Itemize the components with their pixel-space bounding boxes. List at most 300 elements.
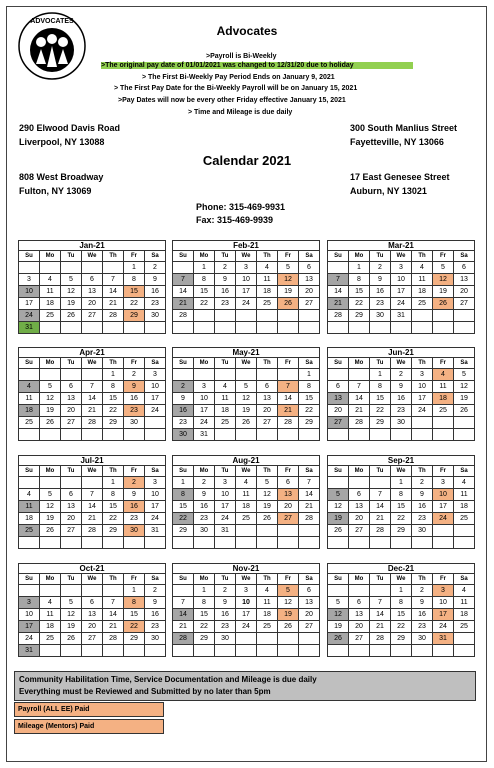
empty-day: [412, 429, 433, 441]
empty-day: [40, 537, 61, 549]
empty-day: [454, 310, 475, 322]
empty-day: [82, 429, 103, 441]
address-liverpool-street: 290 Elwood Davis Road: [19, 123, 121, 133]
weekday-label: Tu: [215, 358, 236, 369]
calendar-day: 8: [124, 274, 145, 286]
calendar-day: 6: [61, 381, 82, 393]
calendar-day: 8: [103, 381, 124, 393]
calendar-day: 1: [124, 585, 145, 597]
legend-payroll: Payroll (ALL EE) Paid: [14, 702, 164, 717]
empty-day: [328, 429, 349, 441]
calendar-day: 21: [82, 513, 103, 525]
weekday-label: We: [82, 251, 103, 262]
calendar-day: 29: [124, 310, 145, 322]
calendar-day: 10: [19, 609, 40, 621]
weekday-label: Mo: [349, 358, 370, 369]
weekday-label: Tu: [61, 251, 82, 262]
weekday-label: Th: [103, 574, 124, 585]
empty-day: [82, 369, 103, 381]
month-apr-21: [18, 347, 166, 441]
advocates-logo: [18, 12, 86, 80]
empty-day: [454, 525, 475, 537]
calendar-day: 4: [433, 369, 454, 381]
calendar-day: 30: [173, 429, 194, 441]
weekday-label: Fr: [124, 251, 145, 262]
calendar-day: 3: [236, 262, 257, 274]
calendar-day: 11: [433, 381, 454, 393]
weekday-label: Sa: [454, 251, 475, 262]
calendar-day: 29: [103, 417, 124, 429]
empty-day: [257, 429, 278, 441]
calendar-day: 25: [257, 298, 278, 310]
calendar-day: 14: [370, 609, 391, 621]
calendar-day: 20: [61, 405, 82, 417]
calendar-day: 26: [278, 298, 299, 310]
calendar-day: 4: [412, 262, 433, 274]
empty-day: [257, 537, 278, 549]
calendar-day: 17: [433, 609, 454, 621]
empty-day: [145, 645, 166, 657]
calendar-day: 6: [278, 477, 299, 489]
address-fulton-city: Fulton, NY 13069: [19, 186, 92, 196]
calendar-day: 13: [328, 393, 349, 405]
calendar-day: 29: [349, 310, 370, 322]
weekday-label: Sa: [299, 358, 320, 369]
calendar-day: 28: [103, 633, 124, 645]
month-may-21: [172, 347, 320, 441]
calendar-day: 23: [124, 405, 145, 417]
calendar-day: 28: [370, 633, 391, 645]
weekday-label: Sa: [145, 358, 166, 369]
calendar-day: 8: [103, 489, 124, 501]
calendar-day: 4: [215, 381, 236, 393]
calendar-day: 26: [328, 633, 349, 645]
calendar-day: 14: [299, 489, 320, 501]
calendar-day: 29: [370, 417, 391, 429]
month-name: Apr-21: [18, 347, 166, 357]
calendar-day: 28: [370, 525, 391, 537]
calendar-day: 9: [194, 489, 215, 501]
calendar-day: 12: [278, 597, 299, 609]
month-name: Mar-21: [327, 240, 475, 250]
empty-day: [391, 645, 412, 657]
empty-day: [82, 477, 103, 489]
calendar-day: 21: [370, 513, 391, 525]
calendar-day: 19: [454, 393, 475, 405]
calendar-day: 25: [454, 621, 475, 633]
empty-day: [19, 585, 40, 597]
calendar-day: 10: [145, 381, 166, 393]
weekday-label: Mo: [194, 358, 215, 369]
calendar-day: 29: [299, 417, 320, 429]
empty-day: [328, 645, 349, 657]
calendar-day: 31: [391, 310, 412, 322]
empty-day: [349, 322, 370, 334]
calendar-day: 16: [145, 609, 166, 621]
calendar-day: 3: [19, 597, 40, 609]
calendar-day: 15: [124, 286, 145, 298]
empty-day: [257, 525, 278, 537]
calendar-day: 6: [299, 262, 320, 274]
weekday-label: Th: [412, 358, 433, 369]
calendar-day: 15: [391, 609, 412, 621]
calendar-day: 28: [328, 310, 349, 322]
empty-day: [40, 645, 61, 657]
calendar-day: 14: [328, 286, 349, 298]
calendar-day: 10: [236, 597, 257, 609]
calendar-day: 2: [391, 369, 412, 381]
empty-day: [278, 645, 299, 657]
empty-day: [40, 262, 61, 274]
calendar-day: 23: [391, 405, 412, 417]
weekday-label: Su: [19, 251, 40, 262]
calendar-day: 19: [257, 501, 278, 513]
calendar-day: 12: [328, 609, 349, 621]
calendar-day: 2: [173, 381, 194, 393]
calendar-day: 17: [145, 393, 166, 405]
empty-day: [145, 322, 166, 334]
calendar-day: 15: [370, 393, 391, 405]
calendar-day: 10: [215, 489, 236, 501]
empty-day: [328, 585, 349, 597]
month-name: Nov-21: [172, 563, 320, 573]
calendar-day: 29: [124, 633, 145, 645]
calendar-day: 31: [215, 525, 236, 537]
calendar-day: 16: [215, 609, 236, 621]
address-auburn-street: 17 East Genesee Street: [350, 172, 450, 182]
calendar-day: 28: [299, 513, 320, 525]
calendar-day: 30: [145, 310, 166, 322]
calendar-day: 20: [454, 286, 475, 298]
calendar-day: 19: [278, 609, 299, 621]
calendar-day: 9: [412, 597, 433, 609]
weekday-label: Mo: [194, 251, 215, 262]
calendar-day: 24: [19, 633, 40, 645]
month-table: [18, 357, 166, 441]
empty-day: [257, 322, 278, 334]
footer-line-1: Community Habilitation Time, Service Documentation and Mileage is due daily: [19, 675, 317, 684]
calendar-day: 30: [412, 633, 433, 645]
weekday-label: Fr: [278, 251, 299, 262]
calendar-day: 9: [173, 393, 194, 405]
calendar-day: 11: [257, 274, 278, 286]
empty-day: [391, 537, 412, 549]
empty-day: [40, 322, 61, 334]
empty-day: [349, 585, 370, 597]
calendar-day: 10: [145, 489, 166, 501]
calendar-day: 16: [173, 405, 194, 417]
weekday-label: Mo: [349, 466, 370, 477]
weekday-label: Su: [19, 574, 40, 585]
calendar-day: 11: [215, 393, 236, 405]
calendar-day: 26: [61, 633, 82, 645]
calendar-day: 1: [194, 585, 215, 597]
empty-day: [173, 322, 194, 334]
calendar-day: 4: [40, 597, 61, 609]
calendar-day: 17: [236, 609, 257, 621]
empty-day: [61, 429, 82, 441]
month-mar-21: [327, 240, 475, 334]
calendar-day: 13: [299, 274, 320, 286]
empty-day: [215, 645, 236, 657]
calendar-day: 12: [40, 393, 61, 405]
calendar-day: 15: [124, 609, 145, 621]
empty-day: [82, 262, 103, 274]
calendar-day: 11: [257, 597, 278, 609]
calendar-day: 21: [278, 405, 299, 417]
calendar-day: 17: [19, 298, 40, 310]
calendar-day: 26: [40, 525, 61, 537]
calendar-day: 15: [299, 393, 320, 405]
empty-day: [370, 477, 391, 489]
calendar-day: 6: [349, 597, 370, 609]
empty-day: [299, 537, 320, 549]
weekday-label: Fr: [433, 358, 454, 369]
month-name: May-21: [172, 347, 320, 357]
month-name: Feb-21: [172, 240, 320, 250]
empty-day: [236, 429, 257, 441]
month-table: [327, 357, 475, 441]
empty-day: [454, 429, 475, 441]
weekday-label: Mo: [349, 574, 370, 585]
calendar-day: 17: [215, 501, 236, 513]
empty-day: [124, 429, 145, 441]
calendar-day: 7: [370, 597, 391, 609]
calendar-day: 23: [215, 621, 236, 633]
calendar-day: 11: [19, 501, 40, 513]
empty-day: [215, 537, 236, 549]
calendar-day: 4: [236, 477, 257, 489]
empty-day: [194, 322, 215, 334]
calendar-day: 11: [454, 597, 475, 609]
note-time-mileage: > Time and Mileage is due daily: [188, 109, 293, 116]
calendar-day: 22: [299, 405, 320, 417]
calendar-day: 11: [19, 393, 40, 405]
month-table: [172, 250, 320, 334]
calendar-day: 26: [40, 417, 61, 429]
weekday-label: We: [391, 466, 412, 477]
legend-mileage: Mileage (Mentors) Paid: [14, 719, 164, 734]
address-fayetteville-street: 300 South Manlius Street: [350, 123, 458, 133]
empty-day: [454, 633, 475, 645]
empty-day: [173, 537, 194, 549]
empty-day: [124, 537, 145, 549]
weekday-label: Su: [173, 574, 194, 585]
calendar-day: 25: [236, 513, 257, 525]
calendar-day: 1: [124, 262, 145, 274]
address-auburn-city: Auburn, NY 13021: [350, 186, 427, 196]
calendar-day: 25: [454, 513, 475, 525]
address-liverpool-city: Liverpool, NY 13088: [19, 137, 105, 147]
empty-day: [278, 633, 299, 645]
weekday-label: Su: [173, 466, 194, 477]
empty-day: [61, 645, 82, 657]
calendar-day: 10: [391, 274, 412, 286]
calendar-day: 4: [454, 477, 475, 489]
weekday-label: Sa: [454, 358, 475, 369]
empty-day: [257, 310, 278, 322]
calendar-day: 24: [433, 513, 454, 525]
empty-day: [61, 585, 82, 597]
weekday-label: Mo: [194, 574, 215, 585]
calendar-day: 31: [19, 322, 40, 334]
empty-day: [412, 310, 433, 322]
calendar-day: 14: [349, 393, 370, 405]
calendar-day: 21: [370, 621, 391, 633]
weekday-label: Th: [412, 251, 433, 262]
calendar-day: 12: [257, 489, 278, 501]
weekday-label: We: [82, 358, 103, 369]
empty-day: [194, 369, 215, 381]
empty-day: [433, 645, 454, 657]
weekday-label: Sa: [145, 251, 166, 262]
calendar-day: 28: [349, 417, 370, 429]
calendar-day: 31: [145, 525, 166, 537]
calendar-day: 20: [299, 286, 320, 298]
weekday-label: Sa: [454, 466, 475, 477]
calendar-day: 3: [433, 585, 454, 597]
weekday-label: We: [391, 358, 412, 369]
calendar-day: 9: [145, 597, 166, 609]
calendar-day: 5: [61, 274, 82, 286]
weekday-label: Th: [257, 251, 278, 262]
weekday-label: We: [236, 574, 257, 585]
weekday-label: Fr: [278, 358, 299, 369]
month-nov-21: [172, 563, 320, 657]
calendar-day: 12: [433, 274, 454, 286]
calendar-day: 12: [61, 286, 82, 298]
calendar-day: 9: [215, 597, 236, 609]
empty-day: [40, 477, 61, 489]
empty-day: [454, 417, 475, 429]
month-name: Dec-21: [327, 563, 475, 573]
calendar-day: 9: [124, 489, 145, 501]
calendar-day: 20: [82, 298, 103, 310]
footer-line-2: Everything must be Reviewed and Submitted by no later than 5pm: [19, 687, 271, 696]
month-sep-21: [327, 455, 475, 549]
calendar-day: 12: [328, 501, 349, 513]
empty-day: [194, 537, 215, 549]
empty-day: [349, 537, 370, 549]
empty-day: [236, 645, 257, 657]
weekday-label: Sa: [145, 466, 166, 477]
calendar-day: 16: [412, 609, 433, 621]
calendar-day: 27: [82, 633, 103, 645]
empty-day: [349, 369, 370, 381]
calendar-day: 19: [328, 621, 349, 633]
month-table: [18, 250, 166, 334]
month-name: Jun-21: [327, 347, 475, 357]
empty-day: [19, 369, 40, 381]
calendar-day: 25: [40, 633, 61, 645]
empty-day: [454, 645, 475, 657]
calendar-day: 12: [40, 501, 61, 513]
calendar-day: 26: [257, 513, 278, 525]
empty-day: [173, 369, 194, 381]
calendar-day: 15: [391, 501, 412, 513]
calendar-day: 27: [61, 525, 82, 537]
empty-day: [391, 322, 412, 334]
weekday-label: Fr: [124, 466, 145, 477]
empty-day: [61, 322, 82, 334]
calendar-day: 3: [145, 369, 166, 381]
calendar-day: 16: [194, 501, 215, 513]
weekday-label: Fr: [278, 574, 299, 585]
empty-day: [349, 645, 370, 657]
calendar-day: 20: [299, 609, 320, 621]
calendar-day: 15: [103, 501, 124, 513]
empty-day: [328, 477, 349, 489]
empty-day: [257, 633, 278, 645]
calendar-day: 29: [103, 525, 124, 537]
calendar-day: 4: [19, 489, 40, 501]
weekday-label: Fr: [124, 358, 145, 369]
calendar-day: 20: [349, 513, 370, 525]
empty-day: [236, 537, 257, 549]
calendar-day: 13: [299, 597, 320, 609]
calendar-day: 25: [19, 525, 40, 537]
calendar-day: 2: [194, 477, 215, 489]
weekday-label: Mo: [194, 466, 215, 477]
empty-day: [391, 429, 412, 441]
calendar-day: 13: [82, 286, 103, 298]
weekday-label: We: [391, 251, 412, 262]
calendar-day: 10: [194, 393, 215, 405]
calendar-day: 22: [370, 405, 391, 417]
empty-day: [412, 645, 433, 657]
calendar-day: 5: [278, 585, 299, 597]
calendar-day: 2: [412, 585, 433, 597]
empty-day: [433, 525, 454, 537]
empty-day: [82, 322, 103, 334]
calendar-day: 15: [194, 286, 215, 298]
weekday-label: Mo: [40, 358, 61, 369]
calendar-day: 30: [412, 525, 433, 537]
weekday-label: Tu: [370, 251, 391, 262]
calendar-day: 15: [173, 501, 194, 513]
note-pay-schedule: >Pay Dates will now be every other Friday effective January 15, 2021: [118, 97, 346, 104]
calendar-day: 28: [278, 417, 299, 429]
month-jan-21: [18, 240, 166, 334]
month-dec-21: [327, 563, 475, 657]
calendar-day: 14: [82, 501, 103, 513]
calendar-day: 26: [328, 525, 349, 537]
calendar-day: 7: [328, 274, 349, 286]
calendar-day: 19: [236, 405, 257, 417]
empty-day: [103, 537, 124, 549]
calendar-day: 24: [145, 513, 166, 525]
calendar-day: 30: [370, 310, 391, 322]
empty-day: [433, 322, 454, 334]
calendar-day: 22: [103, 405, 124, 417]
empty-day: [236, 525, 257, 537]
calendar-day: 10: [236, 274, 257, 286]
weekday-label: Su: [19, 358, 40, 369]
calendar-day: 18: [257, 609, 278, 621]
calendar-day: 3: [145, 477, 166, 489]
calendar-day: 6: [328, 381, 349, 393]
note-first-period: > The First Bi-Weekly Pay Period Ends on January 9, 2021: [142, 74, 335, 81]
calendar-day: 16: [124, 501, 145, 513]
weekday-label: Th: [412, 574, 433, 585]
month-name: Oct-21: [18, 563, 166, 573]
calendar-day: 17: [19, 621, 40, 633]
empty-day: [299, 633, 320, 645]
calendar-day: 17: [145, 501, 166, 513]
calendar-day: 23: [194, 513, 215, 525]
calendar-day: 19: [40, 513, 61, 525]
calendar-day: 7: [103, 597, 124, 609]
